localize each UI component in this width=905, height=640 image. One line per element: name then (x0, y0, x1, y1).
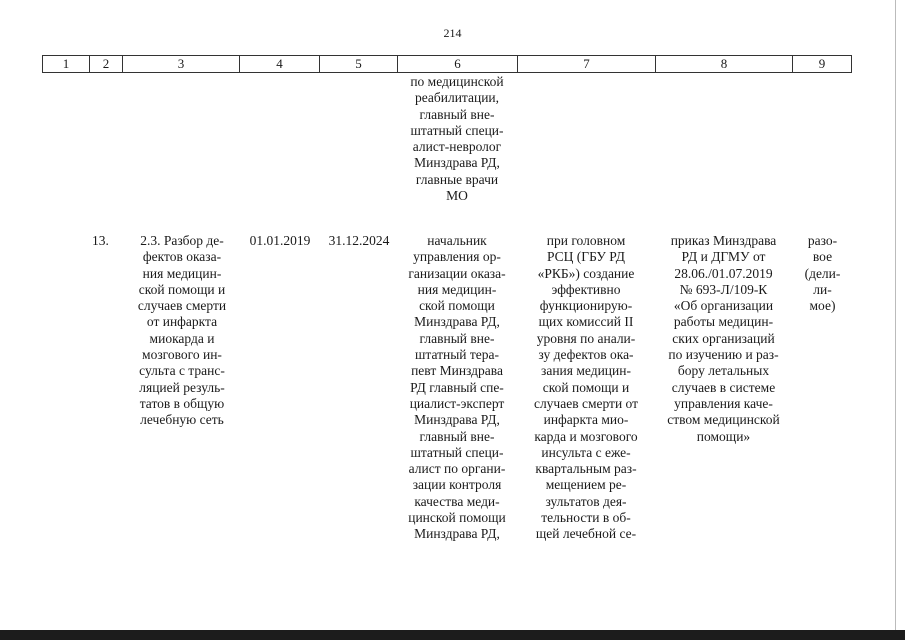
scan-bottom-edge (0, 630, 905, 640)
continued-responsible-cell (397, 74, 517, 204)
text-line: алист-невролог (412, 139, 502, 155)
text-line: татов в общую (139, 395, 225, 411)
event-cell (124, 233, 240, 429)
text-line: (дели- (804, 265, 841, 281)
text-line: Минздрава РД, (414, 412, 500, 428)
column-number-9: 9 (792, 56, 852, 72)
column-number-1: 1 (42, 56, 89, 72)
text-line: ской помощи и (138, 281, 226, 297)
text-line: случаев в системе (671, 379, 776, 395)
text-line: от инфаркта (146, 314, 218, 330)
text-line: ской помощи и (542, 379, 630, 395)
text-line: главные врачи (415, 171, 499, 187)
text-line: вое (812, 249, 833, 265)
row-number-text: 13. (92, 233, 109, 248)
column-number-2: 2 (89, 56, 122, 72)
text-line: инсульта с еже- (541, 444, 631, 460)
text-line: «Об организации (673, 298, 774, 314)
page-number: 214 (443, 26, 462, 40)
text-line: мозгового ин- (142, 347, 222, 363)
text-line: бору летальных (677, 363, 770, 379)
text-line: ганизации оказа- (408, 265, 506, 281)
text-line: ляцией резуль- (139, 379, 225, 395)
text-line: циалист-эксперт (409, 395, 505, 411)
text-line: зу дефектов ока- (538, 347, 634, 363)
column-number-6: 6 (397, 56, 517, 72)
text-line: «РКБ») создание (537, 265, 635, 281)
text-line: фектов оказа- (142, 249, 222, 265)
text-line: случаев смерти (137, 298, 227, 314)
text-line: миокарда и (149, 330, 215, 346)
text-line: главный вне- (419, 106, 495, 122)
text-line: штатный тера- (414, 347, 500, 363)
text-line: функционирую- (539, 298, 633, 314)
text-line: мещением ре- (545, 477, 627, 493)
character-cell (795, 233, 850, 314)
text-line: РД главный спе- (410, 379, 504, 395)
text-line: случаев смерти от (533, 395, 639, 411)
start-date: 01.01.2019 (249, 233, 311, 248)
text-line: ли- (813, 281, 832, 297)
column-number-4: 4 (239, 56, 319, 72)
end-date: 31.12.2024 (328, 233, 390, 248)
text-line: зания медицин- (541, 363, 631, 379)
text-line: управления ор- (413, 249, 501, 265)
text-line: 28.06./01.07.2019 (674, 265, 773, 281)
document-cell (655, 233, 792, 445)
text-line: по медицинской (410, 74, 504, 89)
text-line: тельности в об- (541, 510, 631, 526)
end-date-cell (320, 233, 398, 249)
text-line: работы медицин- (673, 314, 774, 330)
text-line: при головном (546, 233, 626, 248)
text-line: ских организаций (672, 330, 775, 346)
text-line: № 693-Л/109-К (679, 281, 768, 297)
text-line: инфаркта мио- (543, 412, 629, 428)
text-line: ния медицин- (142, 265, 222, 281)
text-line: качества меди- (414, 493, 500, 509)
table-header-bottom-rule (42, 72, 852, 73)
text-line: щих комиссий II (538, 314, 634, 330)
scan-right-edge (895, 0, 905, 640)
text-line: лечебную сеть (140, 412, 224, 428)
text-line: РД и ДГМУ от (681, 249, 766, 265)
text-line: ством медицинской (667, 412, 780, 428)
text-line: Минздрава РД, (414, 526, 500, 542)
text-line: по изучению и раз- (668, 347, 779, 363)
text-line: ния медицин- (417, 281, 497, 297)
text-line: реабилитации, (414, 90, 500, 106)
text-line: цинской помощи (408, 510, 506, 526)
text-line: певт Минздрава (411, 363, 503, 379)
text-line: щей лечебной се- (535, 526, 637, 542)
text-line: алист по органи- (408, 461, 506, 477)
text-line: зультатов дея- (545, 493, 627, 509)
column-number-8: 8 (655, 56, 792, 72)
text-line: штатный специ- (410, 444, 504, 460)
text-line: начальник (427, 233, 487, 248)
text-line: РСЦ (ГБУ РД (546, 249, 625, 265)
column-number-3: 3 (122, 56, 239, 72)
result-cell (517, 233, 655, 543)
text-line: эффективно (551, 281, 621, 297)
column-number-5: 5 (319, 56, 397, 72)
text-line: сульта с транс- (139, 363, 225, 379)
text-line: штатный специ- (410, 122, 504, 138)
text-line: управления каче- (674, 395, 773, 411)
text-line: главный вне- (419, 330, 495, 346)
text-line: разо- (807, 233, 838, 248)
text-line: мое) (809, 298, 836, 314)
text-line: квартальным раз- (535, 461, 637, 477)
text-line: ской помощи (419, 298, 495, 314)
text-line: главный вне- (419, 428, 495, 444)
text-line: МО (446, 188, 468, 204)
column-number-7: 7 (517, 56, 655, 72)
text-line: зации контроля (412, 477, 502, 493)
text-line: Минздрава РД, (414, 314, 500, 330)
row-number (92, 233, 122, 249)
text-line: Минздрава РД, (414, 155, 500, 171)
text-line: помощи» (696, 428, 751, 444)
text-line: 2.3. Разбор де- (140, 233, 224, 248)
text-line: карда и мозгового (534, 428, 638, 444)
text-line: уровня по анали- (536, 330, 636, 346)
responsible-cell (397, 233, 517, 543)
text-line: приказ Минздрава (670, 233, 777, 248)
start-date-cell (240, 233, 320, 249)
